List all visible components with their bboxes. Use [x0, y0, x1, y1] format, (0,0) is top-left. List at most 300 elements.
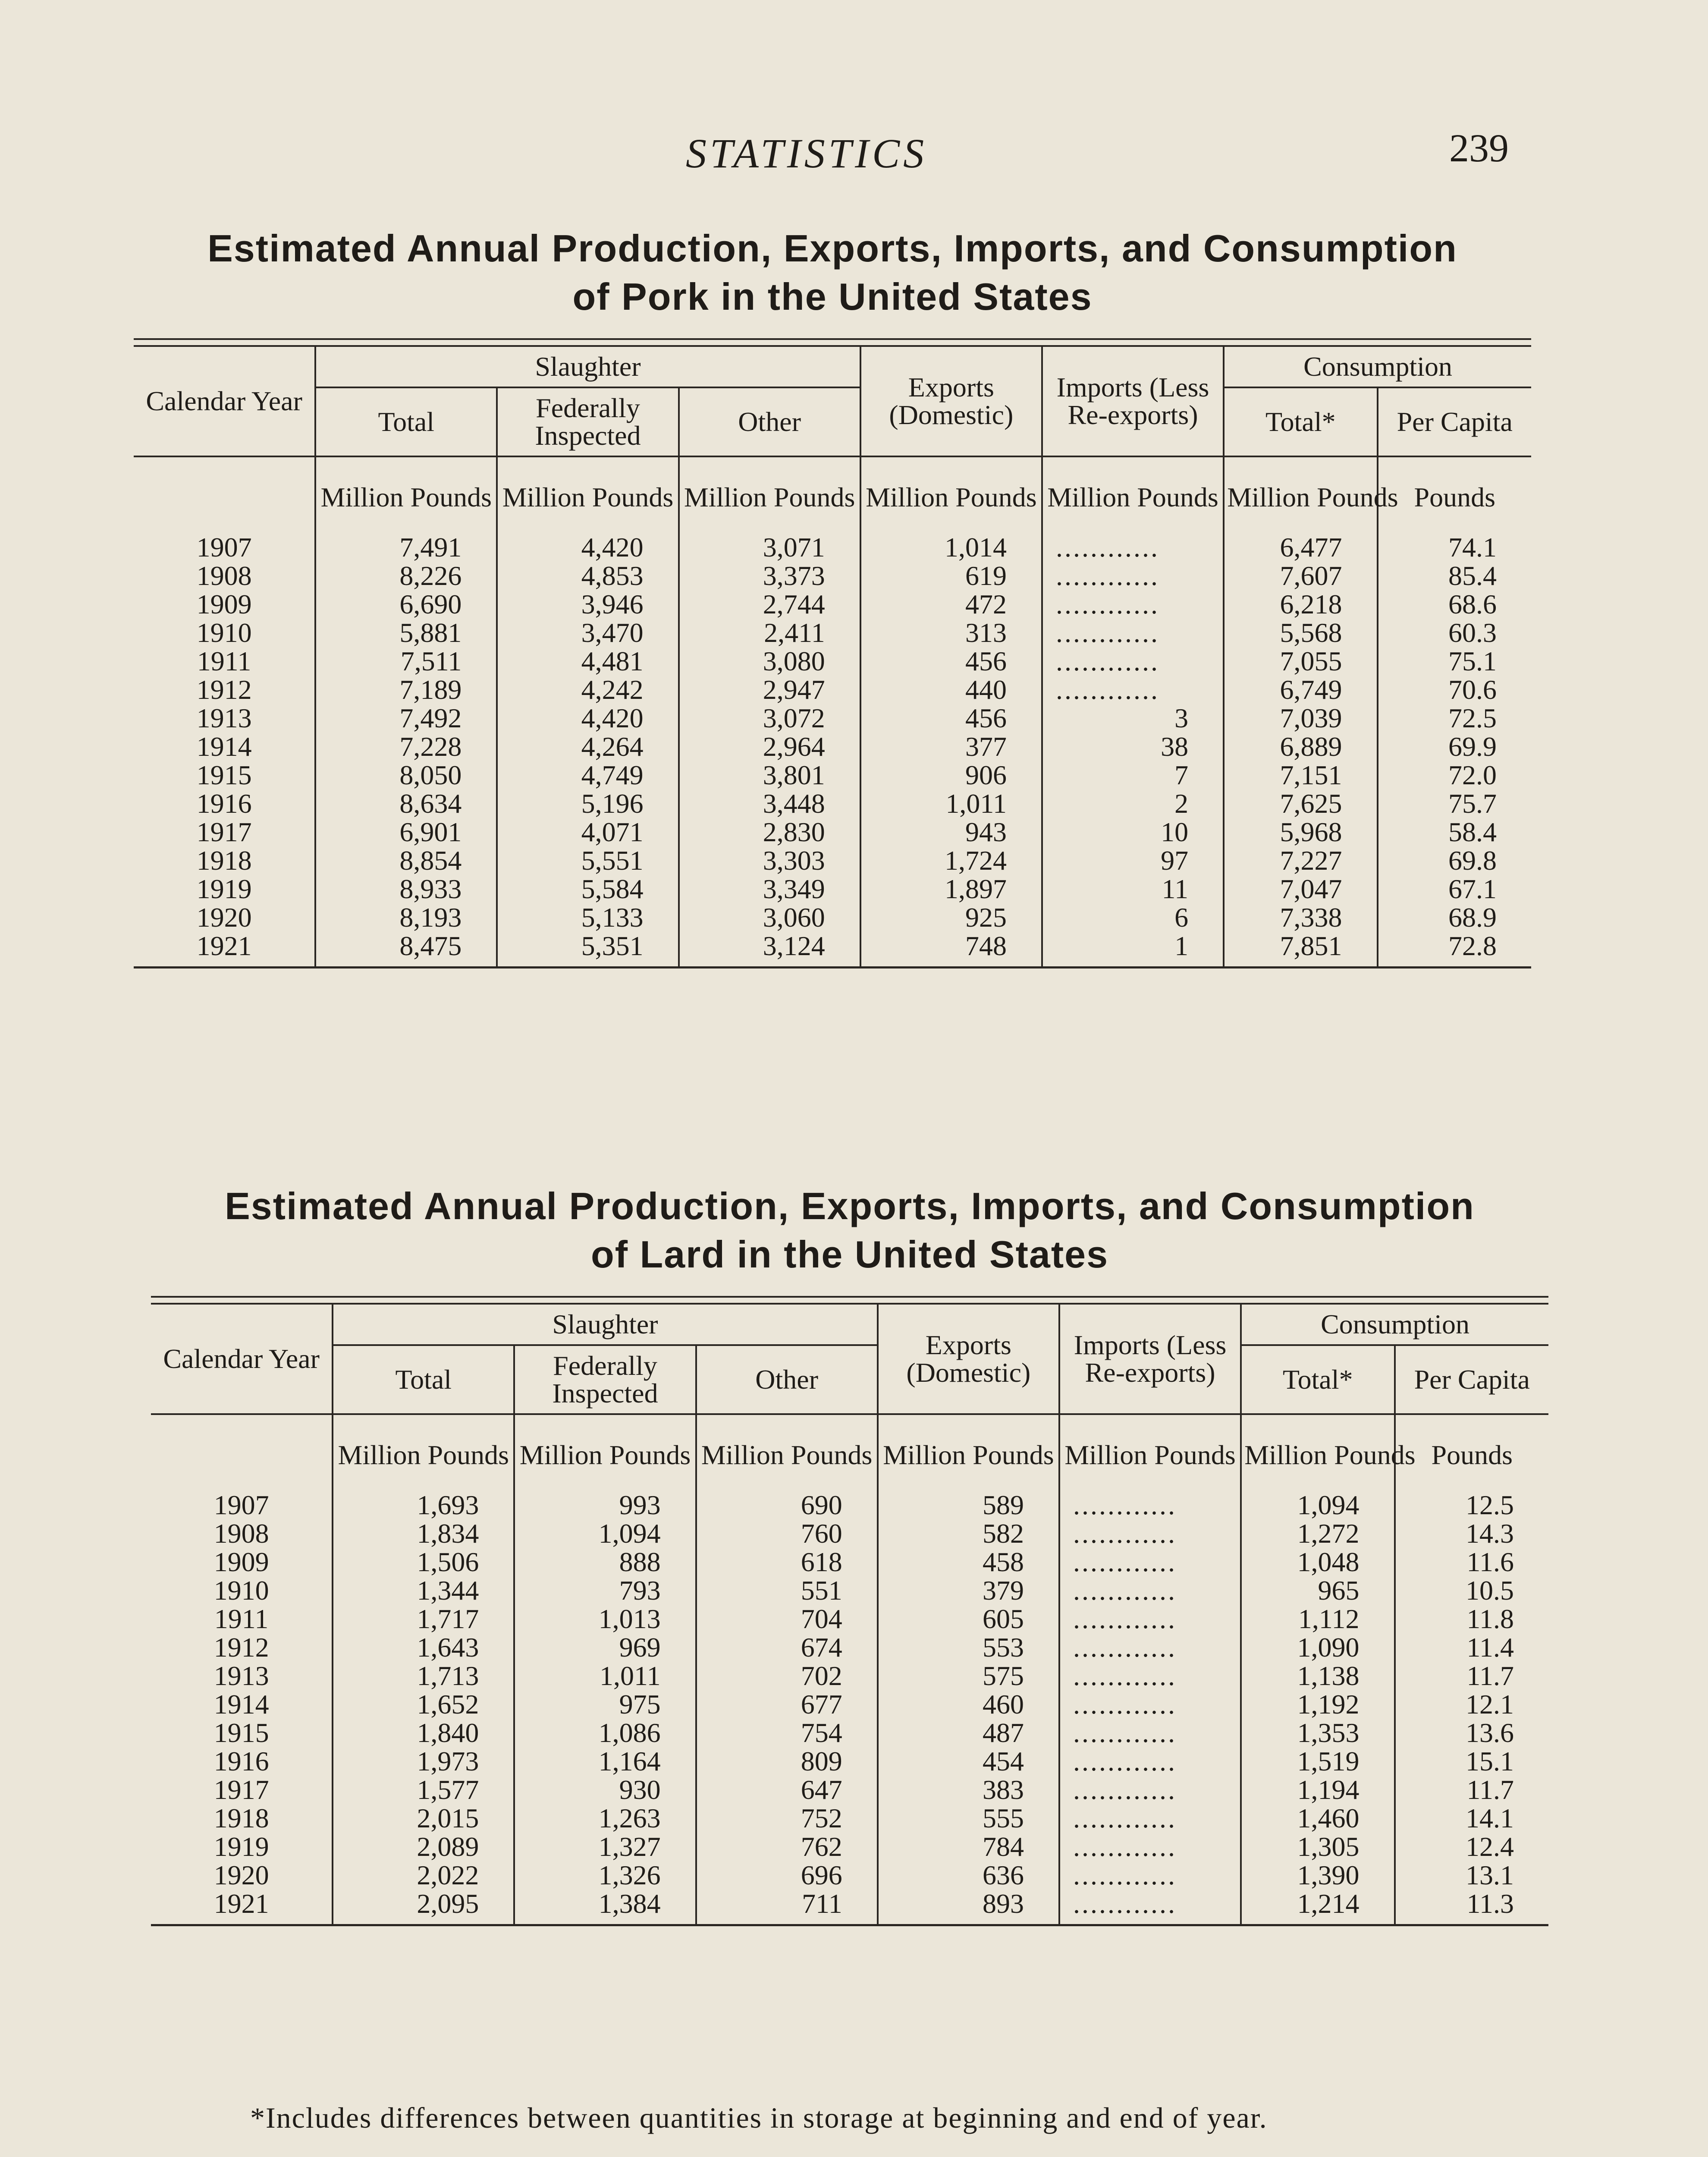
pork-cell-year: 1918: [196, 845, 252, 876]
lard-cell-total: 1,834: [333, 1519, 514, 1548]
lard-table-row: [151, 1491, 1548, 1519]
pork-cell-federally-inspected: 3,470: [497, 619, 678, 647]
lard-cell-year: 1916: [214, 1746, 269, 1777]
lard-cell-other: 618: [696, 1548, 878, 1576]
pork-table-row: [134, 533, 1531, 562]
pork-cell-imports: 1: [1042, 932, 1224, 968]
pork-cell-other: 3,124: [679, 932, 860, 968]
pork-cell-year: 1911: [197, 646, 251, 676]
lard-table-row: [151, 1519, 1548, 1548]
pork-cell-exports: 1,011: [860, 789, 1042, 818]
pork-cell-exports: 748: [860, 932, 1042, 968]
pork-table-row: [134, 846, 1531, 875]
lard-cell-year: 1915: [214, 1717, 269, 1748]
pork-unit-federally-inspected: Million Pounds: [497, 456, 678, 533]
pork-header-other: Other: [679, 387, 860, 456]
lard-table: [151, 1305, 1548, 1926]
pork-cell-imports: 3: [1042, 704, 1224, 733]
pork-cell-total: 8,475: [315, 932, 497, 968]
lard-header-calendar-year: Calendar Year: [151, 1305, 333, 1414]
pork-cell-total: 8,634: [315, 789, 497, 818]
pork-cell-imports: ............: [1042, 590, 1224, 619]
pork-table-row: [134, 903, 1531, 932]
lard-header-consumption: Consumption: [1241, 1305, 1548, 1345]
lard-cell-exports: 575: [878, 1662, 1059, 1690]
lard-cell-total: 1,713: [333, 1662, 514, 1690]
lard-table-row: [151, 1690, 1548, 1719]
lard-cell-exports: 605: [878, 1605, 1059, 1633]
pork-cell-federally-inspected: 4,420: [497, 533, 678, 562]
pork-cell-exports: 943: [860, 818, 1042, 846]
pork-cell-federally-inspected: 4,071: [497, 818, 678, 846]
pork-cell-imports: ............: [1042, 562, 1224, 590]
lard-cell-federally-inspected: 1,086: [514, 1719, 696, 1747]
pork-cell-consumption-total: 6,749: [1224, 676, 1377, 704]
lard-cell-per-capita: 12.5: [1395, 1491, 1548, 1519]
lard-table-row: [151, 1719, 1548, 1747]
lard-cell-other: 760: [696, 1519, 878, 1548]
lard-cell-per-capita: 11.7: [1395, 1662, 1548, 1690]
lard-cell-other: 702: [696, 1662, 878, 1690]
lard-top-rule: [151, 1296, 1548, 1305]
lard-cell-total: 1,840: [333, 1719, 514, 1747]
pork-cell-total: 7,491: [315, 533, 497, 562]
pork-cell-total: 7,228: [315, 733, 497, 761]
pork-header-total: Total: [315, 387, 497, 456]
lard-cell-exports: 784: [878, 1833, 1059, 1861]
lard-cell-total: 1,577: [333, 1776, 514, 1804]
pork-cell-federally-inspected: 4,853: [497, 562, 678, 590]
lard-cell-other: 647: [696, 1776, 878, 1804]
pork-cell-total: 7,189: [315, 676, 497, 704]
pork-cell-year: 1919: [196, 874, 252, 904]
pork-cell-imports: 97: [1042, 846, 1224, 875]
lard-cell-per-capita: 11.7: [1395, 1776, 1548, 1804]
lard-cell-per-capita: 13.1: [1395, 1861, 1548, 1890]
lard-header-consumption-total: Total*: [1241, 1345, 1394, 1414]
lard-cell-consumption-total: 1,305: [1241, 1833, 1394, 1861]
lard-cell-imports: ............: [1059, 1719, 1241, 1747]
pork-header-consumption-total: Total*: [1224, 387, 1377, 456]
lard-cell-exports: 636: [878, 1861, 1059, 1890]
lard-cell-imports: ............: [1059, 1890, 1241, 1925]
lard-cell-other: 704: [696, 1605, 878, 1633]
pork-cell-consumption-total: 7,151: [1224, 761, 1377, 789]
lard-cell-imports: ............: [1059, 1747, 1241, 1776]
lard-cell-per-capita: 11.8: [1395, 1605, 1548, 1633]
lard-cell-imports: ............: [1059, 1576, 1241, 1605]
pork-cell-other: 3,303: [679, 846, 860, 875]
pork-cell-federally-inspected: 4,481: [497, 647, 678, 676]
pork-cell-year: 1915: [196, 760, 252, 790]
pork-cell-exports: 456: [860, 647, 1042, 676]
lard-table-row: [151, 1633, 1548, 1662]
lard-cell-federally-inspected: 1,327: [514, 1833, 696, 1861]
pork-title-line2: of Pork in the United States: [572, 275, 1093, 318]
lard-cell-exports: 383: [878, 1776, 1059, 1804]
pork-cell-imports: 10: [1042, 818, 1224, 846]
pork-unit-exports: Million Pounds: [860, 456, 1042, 533]
page-number: 239: [1449, 126, 1509, 170]
pork-cell-federally-inspected: 5,351: [497, 932, 678, 968]
lard-cell-total: 2,022: [333, 1861, 514, 1890]
lard-cell-total: 2,095: [333, 1890, 514, 1925]
lard-cell-year: 1919: [214, 1831, 269, 1862]
lard-cell-consumption-total: 1,390: [1241, 1861, 1394, 1890]
pork-cell-imports: ............: [1042, 533, 1224, 562]
lard-cell-other: 754: [696, 1719, 878, 1747]
pork-cell-per-capita: 69.8: [1378, 846, 1531, 875]
lard-cell-per-capita: 15.1: [1395, 1747, 1548, 1776]
lard-cell-consumption-total: 1,094: [1241, 1491, 1394, 1519]
lard-cell-consumption-total: 1,460: [1241, 1804, 1394, 1833]
pork-cell-other: 2,744: [679, 590, 860, 619]
lard-table-row: [151, 1861, 1548, 1890]
pork-cell-exports: 925: [860, 903, 1042, 932]
pork-cell-other: 2,964: [679, 733, 860, 761]
lard-cell-per-capita: 11.3: [1395, 1890, 1548, 1925]
running-title: STATISTICS: [686, 130, 928, 176]
pork-cell-exports: 456: [860, 704, 1042, 733]
pork-cell-imports: ............: [1042, 619, 1224, 647]
pork-cell-consumption-total: 7,625: [1224, 789, 1377, 818]
pork-cell-federally-inspected: 5,551: [497, 846, 678, 875]
pork-cell-per-capita: 75.7: [1378, 789, 1531, 818]
pork-cell-total: 8,933: [315, 875, 497, 903]
lard-cell-other: 551: [696, 1576, 878, 1605]
pork-cell-per-capita: 72.8: [1378, 932, 1531, 968]
pork-table-title: [134, 224, 1531, 321]
pork-cell-other: 3,801: [679, 761, 860, 789]
lard-cell-total: 1,643: [333, 1633, 514, 1662]
lard-table-row: [151, 1833, 1548, 1861]
lard-cell-year: 1921: [151, 1890, 333, 1925]
lard-cell-consumption-total: 1,048: [1241, 1548, 1394, 1576]
lard-cell-year: 1912: [214, 1632, 269, 1663]
pork-cell-imports: 11: [1042, 875, 1224, 903]
lard-section: [151, 1182, 1548, 1926]
pork-cell-other: 2,830: [679, 818, 860, 846]
pork-unit-total: Million Pounds: [315, 456, 497, 533]
pork-cell-other: 3,080: [679, 647, 860, 676]
pork-cell-total: 6,901: [315, 818, 497, 846]
lard-cell-consumption-total: 1,090: [1241, 1633, 1394, 1662]
lard-cell-year: 1913: [214, 1660, 269, 1691]
lard-cell-year: 1918: [214, 1803, 269, 1833]
pork-cell-year: 1914: [196, 731, 252, 762]
lard-cell-federally-inspected: 1,263: [514, 1804, 696, 1833]
lard-cell-consumption-total: 1,192: [1241, 1690, 1394, 1719]
pork-cell-federally-inspected: 5,196: [497, 789, 678, 818]
pork-cell-federally-inspected: 4,420: [497, 704, 678, 733]
lard-cell-other: 762: [696, 1833, 878, 1861]
lard-cell-exports: 460: [878, 1690, 1059, 1719]
lard-cell-federally-inspected: 1,011: [514, 1662, 696, 1690]
pork-unit-per-capita: Pounds: [1378, 456, 1531, 533]
pork-cell-year: 1921: [134, 932, 315, 968]
lard-header-other: Other: [696, 1345, 878, 1414]
pork-table: [134, 347, 1531, 968]
lard-cell-year: 1920: [214, 1860, 269, 1890]
pork-cell-consumption-total: 7,055: [1224, 647, 1377, 676]
pork-table-row: [134, 733, 1531, 761]
lard-table-row: [151, 1605, 1548, 1633]
lard-table-row: [151, 1890, 1548, 1925]
lard-cell-imports: ............: [1059, 1833, 1241, 1861]
lard-unit-federally-inspected: Million Pounds: [514, 1414, 696, 1491]
pork-cell-per-capita: 68.9: [1378, 903, 1531, 932]
pork-cell-consumption-total: 6,218: [1224, 590, 1377, 619]
lard-cell-other: 752: [696, 1804, 878, 1833]
pork-cell-per-capita: 72.5: [1378, 704, 1531, 733]
lard-cell-federally-inspected: 1,094: [514, 1519, 696, 1548]
lard-cell-federally-inspected: 930: [514, 1776, 696, 1804]
lard-cell-federally-inspected: 993: [514, 1491, 696, 1519]
lard-cell-imports: ............: [1059, 1804, 1241, 1833]
pork-cell-per-capita: 67.1: [1378, 875, 1531, 903]
pork-cell-consumption-total: 7,047: [1224, 875, 1377, 903]
running-head: [0, 125, 1708, 177]
pork-cell-per-capita: 72.0: [1378, 761, 1531, 789]
pork-cell-year: 1910: [196, 617, 252, 648]
pork-header-consumption: Consumption: [1224, 347, 1531, 387]
pork-cell-imports: 6: [1042, 903, 1224, 932]
lard-cell-exports: 553: [878, 1633, 1059, 1662]
pork-cell-federally-inspected: 5,133: [497, 903, 678, 932]
lard-cell-per-capita: 13.6: [1395, 1719, 1548, 1747]
lard-unit-other: Million Pounds: [696, 1414, 878, 1491]
pork-cell-other: 3,060: [679, 903, 860, 932]
pork-cell-total: 6,690: [315, 590, 497, 619]
lard-cell-consumption-total: 1,138: [1241, 1662, 1394, 1690]
lard-cell-total: 1,506: [333, 1548, 514, 1576]
lard-cell-year: 1911: [214, 1604, 269, 1634]
lard-cell-total: 1,717: [333, 1605, 514, 1633]
lard-cell-federally-inspected: 793: [514, 1576, 696, 1605]
pork-cell-per-capita: 74.1: [1378, 533, 1531, 562]
pork-table-row: [134, 590, 1531, 619]
lard-cell-per-capita: 11.6: [1395, 1548, 1548, 1576]
lard-cell-federally-inspected: 1,164: [514, 1747, 696, 1776]
pork-cell-per-capita: 70.6: [1378, 676, 1531, 704]
pork-cell-exports: 1,897: [860, 875, 1042, 903]
lard-cell-other: 809: [696, 1747, 878, 1776]
lard-cell-consumption-total: 965: [1241, 1576, 1394, 1605]
lard-title-line1: Estimated Annual Production, Exports, Imports, and Consumption: [225, 1185, 1475, 1227]
lard-cell-other: 690: [696, 1491, 878, 1519]
pork-cell-consumption-total: 7,607: [1224, 562, 1377, 590]
lard-cell-imports: ............: [1059, 1519, 1241, 1548]
lard-cell-exports: 379: [878, 1576, 1059, 1605]
lard-table-row: [151, 1576, 1548, 1605]
lard-cell-year: 1917: [214, 1774, 269, 1805]
pork-table-body: [134, 456, 1531, 968]
pork-cell-other: 3,448: [679, 789, 860, 818]
pork-cell-total: 8,050: [315, 761, 497, 789]
lard-cell-imports: ............: [1059, 1776, 1241, 1804]
pork-table-row: [134, 704, 1531, 733]
pork-cell-year: 1907: [196, 532, 252, 563]
lard-cell-consumption-total: 1,272: [1241, 1519, 1394, 1548]
pork-cell-total: 8,226: [315, 562, 497, 590]
lard-cell-total: 1,973: [333, 1747, 514, 1776]
pork-table-row: [134, 932, 1531, 968]
lard-cell-exports: 555: [878, 1804, 1059, 1833]
lard-table-row: [151, 1776, 1548, 1804]
lard-cell-year: 1909: [214, 1547, 269, 1577]
pork-cell-other: 3,072: [679, 704, 860, 733]
pork-header-calendar-year: Calendar Year: [134, 347, 315, 456]
pork-cell-exports: 1,014: [860, 533, 1042, 562]
footnote: *Includes differences between quantities in storage at beginning and end of year.: [250, 2101, 1268, 2134]
pork-cell-total: 8,193: [315, 903, 497, 932]
pork-cell-exports: 619: [860, 562, 1042, 590]
pork-table-row: [134, 761, 1531, 789]
pork-cell-federally-inspected: 4,264: [497, 733, 678, 761]
lard-cell-consumption-total: 1,112: [1241, 1605, 1394, 1633]
lard-unit-consumption-total: Million Pounds: [1241, 1414, 1394, 1491]
lard-cell-consumption-total: 1,353: [1241, 1719, 1394, 1747]
lard-header-exports: Exports (Domestic): [878, 1305, 1059, 1414]
pork-header-per-capita: Per Capita: [1378, 387, 1531, 456]
pork-cell-consumption-total: 7,227: [1224, 846, 1377, 875]
pork-cell-exports: 377: [860, 733, 1042, 761]
lard-table-row: [151, 1548, 1548, 1576]
pork-unit-consumption-total: Million Pounds: [1224, 456, 1377, 533]
pork-table-row: [134, 789, 1531, 818]
pork-cell-total: 8,854: [315, 846, 497, 875]
pork-cell-exports: 1,724: [860, 846, 1042, 875]
lard-title-line2: of Lard in the United States: [590, 1233, 1109, 1276]
lard-cell-imports: ............: [1059, 1605, 1241, 1633]
lard-header-imports: Imports (Less Re-exports): [1059, 1305, 1241, 1414]
pork-cell-imports: 2: [1042, 789, 1224, 818]
pork-table-row: [134, 562, 1531, 590]
lard-cell-exports: 582: [878, 1519, 1059, 1548]
pork-header-federally-inspected: Federally Inspected: [497, 387, 678, 456]
lard-cell-per-capita: 11.4: [1395, 1633, 1548, 1662]
pork-cell-year: 1916: [196, 788, 252, 819]
lard-unit-exports: Million Pounds: [878, 1414, 1059, 1491]
lard-cell-other: 677: [696, 1690, 878, 1719]
lard-cell-federally-inspected: 1,013: [514, 1605, 696, 1633]
pork-table-row: [134, 818, 1531, 846]
lard-cell-total: 1,344: [333, 1576, 514, 1605]
pork-table-row: [134, 619, 1531, 647]
pork-cell-year: 1912: [196, 674, 252, 705]
pork-header-slaughter: Slaughter: [315, 347, 860, 387]
pork-cell-consumption-total: 6,477: [1224, 533, 1377, 562]
pork-cell-consumption-total: 7,039: [1224, 704, 1377, 733]
pork-cell-total: 7,492: [315, 704, 497, 733]
lard-table-title: [151, 1182, 1548, 1279]
pork-cell-per-capita: 68.6: [1378, 590, 1531, 619]
lard-cell-federally-inspected: 975: [514, 1690, 696, 1719]
pork-cell-exports: 313: [860, 619, 1042, 647]
lard-cell-other: 674: [696, 1633, 878, 1662]
pork-unit-other: Million Pounds: [679, 456, 860, 533]
lard-cell-federally-inspected: 1,326: [514, 1861, 696, 1890]
lard-cell-imports: ............: [1059, 1861, 1241, 1890]
pork-cell-per-capita: 58.4: [1378, 818, 1531, 846]
lard-cell-consumption-total: 1,194: [1241, 1776, 1394, 1804]
lard-cell-total: 1,652: [333, 1690, 514, 1719]
lard-unit-imports: Million Pounds: [1059, 1414, 1241, 1491]
pork-cell-other: 3,373: [679, 562, 860, 590]
lard-cell-total: 1,693: [333, 1491, 514, 1519]
lard-cell-total: 2,015: [333, 1804, 514, 1833]
lard-cell-exports: 487: [878, 1719, 1059, 1747]
pork-cell-exports: 472: [860, 590, 1042, 619]
pork-unit-imports: Million Pounds: [1042, 456, 1224, 533]
lard-header-slaughter: Slaughter: [333, 1305, 878, 1345]
lard-cell-federally-inspected: 1,384: [514, 1890, 696, 1925]
pork-title-line1: Estimated Annual Production, Exports, Imports, and Consumption: [207, 227, 1457, 270]
lard-cell-year: 1908: [214, 1518, 269, 1549]
lard-table-body: [151, 1414, 1548, 1925]
pork-cell-per-capita: 85.4: [1378, 562, 1531, 590]
pork-header-exports: Exports (Domestic): [860, 347, 1042, 456]
pork-cell-total: 5,881: [315, 619, 497, 647]
lard-units-row: [151, 1414, 1548, 1491]
lard-cell-consumption-total: 1,519: [1241, 1747, 1394, 1776]
pork-cell-total: 7,511: [315, 647, 497, 676]
pork-cell-federally-inspected: 5,584: [497, 875, 678, 903]
pork-cell-imports: ............: [1042, 676, 1224, 704]
lard-cell-exports: 458: [878, 1548, 1059, 1576]
lard-table-row: [151, 1662, 1548, 1690]
lard-table-row: [151, 1747, 1548, 1776]
pork-table-row: [134, 875, 1531, 903]
pork-table-row: [134, 676, 1531, 704]
lard-cell-per-capita: 12.1: [1395, 1690, 1548, 1719]
lard-cell-consumption-total: 1,214: [1241, 1890, 1394, 1925]
pork-cell-per-capita: 60.3: [1378, 619, 1531, 647]
pork-cell-federally-inspected: 4,749: [497, 761, 678, 789]
pork-section: [134, 224, 1531, 968]
pork-cell-federally-inspected: 3,946: [497, 590, 678, 619]
pork-cell-exports: 440: [860, 676, 1042, 704]
pork-cell-consumption-total: 6,889: [1224, 733, 1377, 761]
pork-cell-imports: 38: [1042, 733, 1224, 761]
pork-cell-consumption-total: 7,851: [1224, 932, 1377, 968]
lard-cell-other: 711: [696, 1890, 878, 1925]
lard-cell-year: 1914: [214, 1689, 269, 1720]
pork-cell-consumption-total: 5,568: [1224, 619, 1377, 647]
pork-cell-other: 3,071: [679, 533, 860, 562]
lard-cell-exports: 893: [878, 1890, 1059, 1925]
lard-cell-imports: ............: [1059, 1690, 1241, 1719]
lard-cell-year: 1910: [214, 1575, 269, 1606]
pork-cell-imports: ............: [1042, 647, 1224, 676]
pork-cell-federally-inspected: 4,242: [497, 676, 678, 704]
pork-cell-other: 2,411: [679, 619, 860, 647]
lard-cell-other: 696: [696, 1861, 878, 1890]
lard-header-per-capita: Per Capita: [1395, 1345, 1548, 1414]
pork-cell-consumption-total: 7,338: [1224, 903, 1377, 932]
lard-cell-imports: ............: [1059, 1662, 1241, 1690]
lard-header-federally-inspected: Federally Inspected: [514, 1345, 696, 1414]
pork-cell-year: 1908: [196, 560, 252, 591]
lard-cell-total: 2,089: [333, 1833, 514, 1861]
pork-cell-other: 3,349: [679, 875, 860, 903]
lard-cell-exports: 589: [878, 1491, 1059, 1519]
lard-cell-imports: ............: [1059, 1633, 1241, 1662]
lard-cell-per-capita: 10.5: [1395, 1576, 1548, 1605]
pork-cell-year: 1920: [196, 902, 252, 933]
lard-table-row: [151, 1804, 1548, 1833]
lard-cell-imports: ............: [1059, 1491, 1241, 1519]
